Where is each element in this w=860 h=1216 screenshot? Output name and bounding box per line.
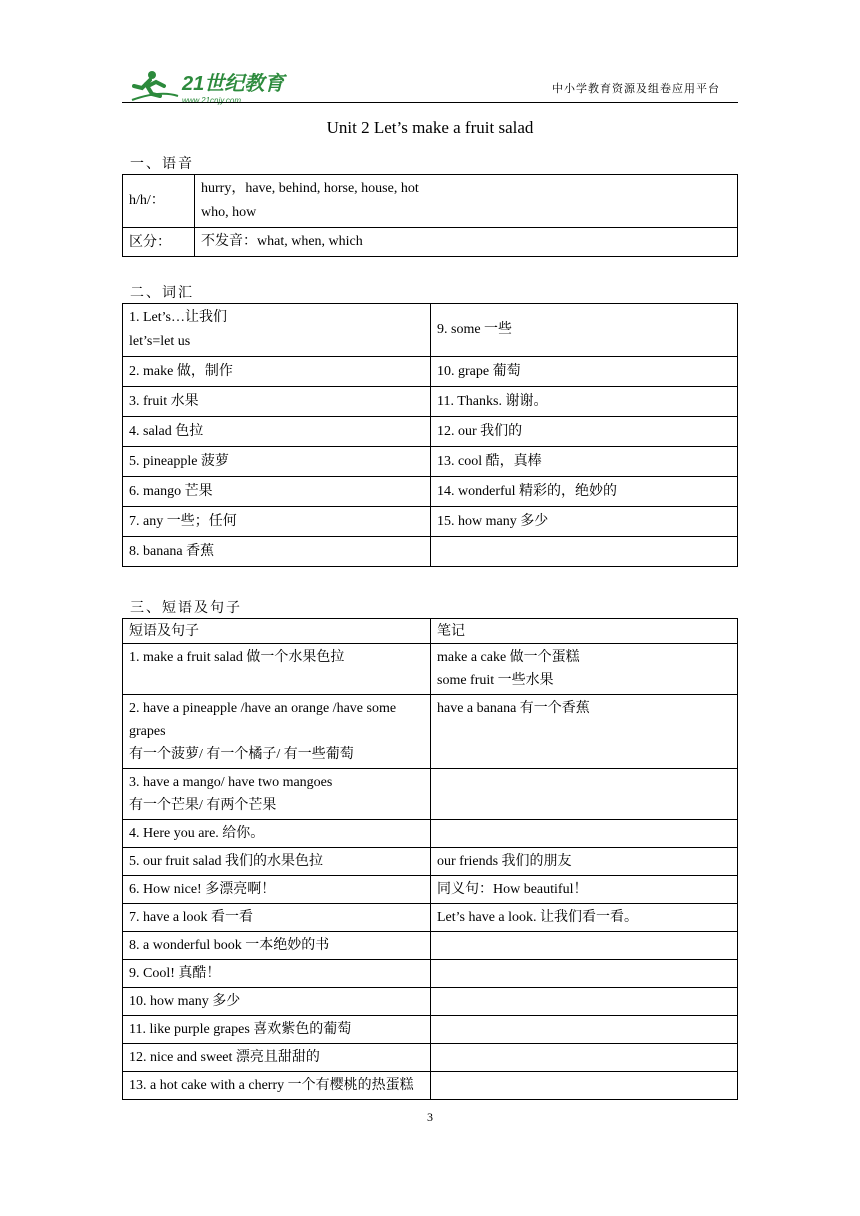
header-divider bbox=[122, 102, 738, 103]
phrases-heading: 三、短语及句子 bbox=[130, 600, 242, 616]
note-cell bbox=[431, 1044, 738, 1072]
cell-line: 有一个芒果/ 有两个芒果 bbox=[129, 798, 277, 813]
phonics-heading: 一、语音 bbox=[130, 156, 194, 172]
phrase-cell bbox=[123, 644, 431, 695]
cell-line: 2. have a pineapple /have an orange /have some grapes bbox=[129, 701, 397, 739]
phonics-words: 不发音：what, when, which bbox=[195, 228, 738, 257]
table-row bbox=[123, 507, 738, 537]
phonics-words: hurry，have, behind, horse, house, hot who, how bbox=[195, 175, 738, 228]
note-cell bbox=[431, 988, 738, 1016]
table-row bbox=[123, 175, 738, 228]
phrase-cell bbox=[123, 904, 431, 932]
cell-line: some fruit 一些水果 bbox=[437, 673, 554, 688]
vocab-cell: 14. wonderful 精彩的，绝妙的 bbox=[431, 477, 738, 507]
note-cell bbox=[431, 1016, 738, 1044]
table-row bbox=[123, 1072, 738, 1100]
table-row bbox=[123, 960, 738, 988]
vocab-cell: 2. make 做，制作 bbox=[123, 357, 431, 387]
table-row bbox=[123, 1016, 738, 1044]
cell-line: 3. have a mango/ have two mangoes bbox=[129, 775, 333, 790]
vocab-cell: 5. pineapple 菠萝 bbox=[123, 447, 431, 477]
cell-line: Let’s have a look. 让我们看一看。 bbox=[437, 910, 639, 925]
note-cell bbox=[431, 769, 738, 820]
table-row bbox=[123, 1044, 738, 1072]
cell-line: 13. a hot cake with a cherry 一个有樱桃的热蛋糕 bbox=[129, 1078, 414, 1093]
note-cell bbox=[431, 960, 738, 988]
phrase-cell bbox=[123, 1044, 431, 1072]
vocab-cell: 3. fruit 水果 bbox=[123, 387, 431, 417]
cell-line: 有一个菠萝/ 有一个橘子/ 有一些葡萄 bbox=[129, 747, 354, 762]
phrase-cell bbox=[123, 695, 431, 769]
note-cell bbox=[431, 904, 738, 932]
phrase-cell bbox=[123, 876, 431, 904]
phrase-cell bbox=[123, 988, 431, 1016]
logo-url: www.21cnjy.com bbox=[182, 96, 241, 105]
vocab-cell: 1. Let’s…让我们 let’s=let us bbox=[123, 304, 431, 357]
phonics-label: h/h/： bbox=[123, 175, 195, 228]
table-row bbox=[123, 876, 738, 904]
platform-text: 中小学教育资源及组卷应用平台 bbox=[552, 82, 720, 95]
phrase-cell bbox=[123, 848, 431, 876]
table-row bbox=[123, 848, 738, 876]
runner-icon bbox=[132, 71, 178, 100]
cell-line: make a cake 做一个蛋糕 bbox=[437, 650, 580, 665]
table-row bbox=[123, 988, 738, 1016]
table-row bbox=[123, 537, 738, 567]
vocab-cell: 11. Thanks. 谢谢。 bbox=[431, 387, 738, 417]
table-row bbox=[123, 904, 738, 932]
cell-line: 1. make a fruit salad 做一个水果色拉 bbox=[129, 650, 345, 665]
phrase-cell bbox=[123, 932, 431, 960]
vocab-heading: 二、词汇 bbox=[130, 285, 194, 301]
vocab-cell: 6. mango 芒果 bbox=[123, 477, 431, 507]
cell-line: 12. nice and sweet 漂亮且甜甜的 bbox=[129, 1050, 320, 1065]
cell-line: 10. how many 多少 bbox=[129, 994, 241, 1009]
note-cell bbox=[431, 695, 738, 769]
table-row bbox=[123, 228, 738, 257]
column-header-notes: 笔记 bbox=[431, 619, 738, 644]
cell-line: have a banana 有一个香蕉 bbox=[437, 701, 590, 716]
vocab-cell: 9. some 一些 bbox=[431, 304, 738, 357]
table-row bbox=[123, 304, 738, 357]
note-cell bbox=[431, 644, 738, 695]
vocab-cell: 13. cool 酷，真棒 bbox=[431, 447, 738, 477]
cell-line: 7. have a look 看一看 bbox=[129, 910, 254, 925]
column-header-phrases: 短语及句子 bbox=[123, 619, 431, 644]
vocab-cell: 4. salad 色拉 bbox=[123, 417, 431, 447]
vocab-cell: 8. banana 香蕉 bbox=[123, 537, 431, 567]
phrase-cell bbox=[123, 769, 431, 820]
vocab-table bbox=[122, 303, 738, 567]
note-cell bbox=[431, 1072, 738, 1100]
phrase-cell bbox=[123, 820, 431, 848]
cell-line: 4. Here you are. 给你。 bbox=[129, 826, 265, 841]
table-row bbox=[123, 695, 738, 769]
table-row bbox=[123, 447, 738, 477]
table-row bbox=[123, 417, 738, 447]
vocab-cell: 12. our 我们的 bbox=[431, 417, 738, 447]
note-cell bbox=[431, 848, 738, 876]
page-number: 3 bbox=[427, 1110, 433, 1124]
cell-line: 8. a wonderful book 一本绝妙的书 bbox=[129, 938, 330, 953]
cell-line: our friends 我们的朋友 bbox=[437, 854, 572, 869]
table-row bbox=[123, 769, 738, 820]
phrase-cell bbox=[123, 960, 431, 988]
phonics-table bbox=[122, 174, 738, 257]
cell-line: 5. our fruit salad 我们的水果色拉 bbox=[129, 854, 324, 869]
vocab-cell: 7. any 一些；任何 bbox=[123, 507, 431, 537]
table-row bbox=[123, 820, 738, 848]
table-header-row bbox=[123, 619, 738, 644]
page-title: Unit 2 Let’s make a fruit salad bbox=[326, 118, 534, 137]
vocab-cell: 10. grape 葡萄 bbox=[431, 357, 738, 387]
cell-line: 6. How nice! 多漂亮啊！ bbox=[129, 882, 276, 897]
table-row bbox=[123, 357, 738, 387]
note-cell bbox=[431, 820, 738, 848]
logo-text: 21世纪教育 bbox=[182, 73, 285, 95]
table-row bbox=[123, 932, 738, 960]
phonics-label: 区分： bbox=[123, 228, 195, 257]
cell-line: 同义句：How beautiful！ bbox=[437, 882, 588, 897]
cell-line: 9. Cool! 真酷！ bbox=[129, 966, 221, 981]
table-row bbox=[123, 477, 738, 507]
table-row bbox=[123, 387, 738, 417]
vocab-cell bbox=[431, 537, 738, 567]
phrase-cell bbox=[123, 1072, 431, 1100]
phrase-cell bbox=[123, 1016, 431, 1044]
note-cell bbox=[431, 876, 738, 904]
vocab-cell: 15. how many 多少 bbox=[431, 507, 738, 537]
note-cell bbox=[431, 932, 738, 960]
phrases-table bbox=[122, 618, 738, 1100]
cell-line: 11. like purple grapes 喜欢紫色的葡萄 bbox=[129, 1022, 352, 1037]
table-row bbox=[123, 644, 738, 695]
